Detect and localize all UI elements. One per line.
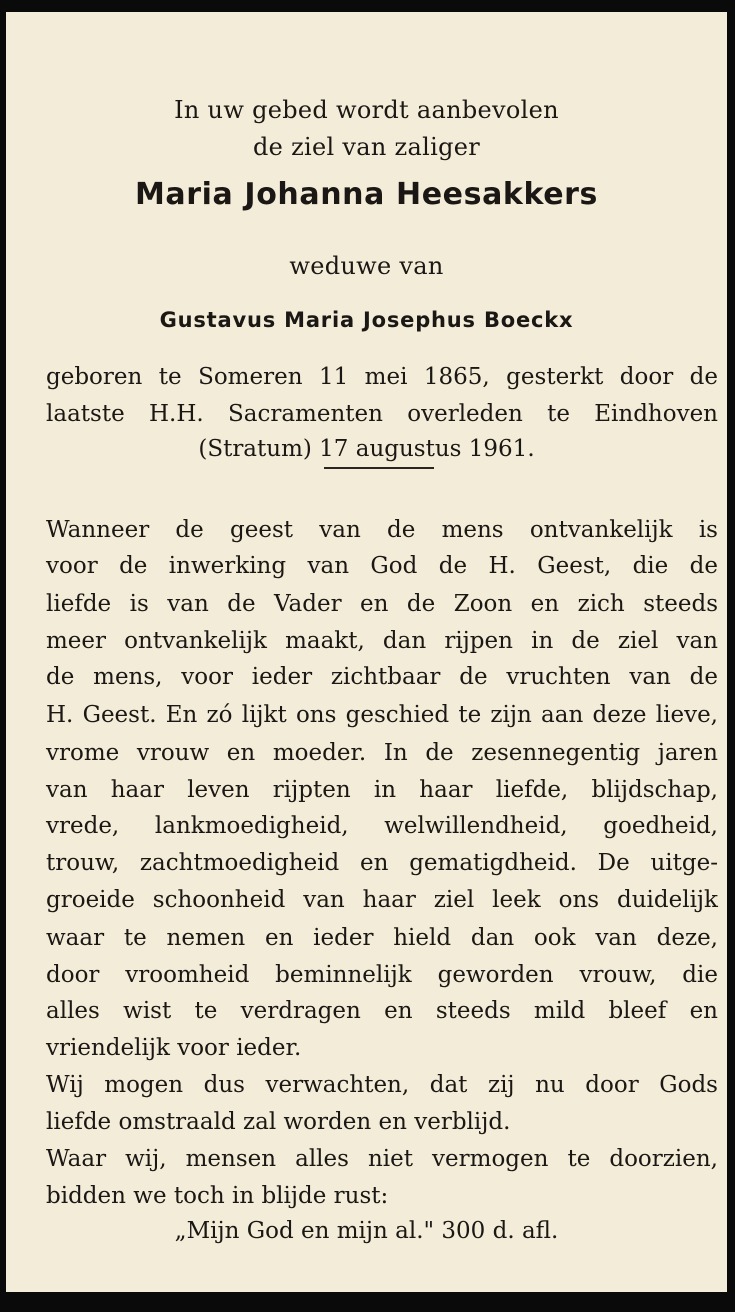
body-line-11: groeide schoonheid van haar ziel leek ons duidelijk [46,887,718,913]
intro-line-2: de ziel van zaliger [252,133,481,161]
body-line-18: Waar wij, mensen alles niet vermogen te doorzien, [46,1146,718,1172]
body-line-16: Wij mogen dus verwachten, dat zij nu door Gods [46,1072,718,1098]
prayer-card [6,12,727,1292]
biography-line-1: geboren te Someren 11 mei 1865, gesterkt door de [46,364,718,390]
body-line-9: vrede, lankmoedigheid, welwillendheid, goedheid, [46,813,718,839]
body-line-19: bidden we toch in blijde rust: [46,1183,389,1209]
biography-line-2: laatste H.H. Sacramenten overleden te Eindhoven [46,401,718,427]
body-line-4: meer ontvankelijk maakt, dan rijpen in de ziel van [46,628,718,654]
body-line-12: waar te nemen en ieder hield dan ook van deze, [46,925,718,951]
body-line-3: liefde is van de Vader en de Zoon en zich steeds [46,591,718,617]
deceased-name: Maria Johanna Heesakkers [134,177,599,212]
relation-text: weduwe van [289,252,444,280]
body-line-17: liefde omstraald zal worden en verblijd. [46,1109,511,1135]
body-line-7: vrome vrouw en moeder. In de zesennegentig jaren [46,740,718,766]
divider-rule [324,467,434,469]
body-line-13: door vroomheid beminnelijk geworden vrouw, die [46,962,718,988]
body-line-6: H. Geest. En zó lijkt ons geschied te zijn aan deze lieve, [46,702,718,728]
body-line-2: voor de inwerking van God de H. Geest, die de [46,553,718,579]
prayer-line: „Mijn God en mijn al." 300 d. afl. [174,1218,559,1244]
body-line-5: de mens, voor ieder zichtbaar de vruchten van de [46,664,718,690]
body-line-14: alles wist te verdragen en steeds mild bleef en [46,998,718,1024]
body-line-8: van haar leven rijpten in haar liefde, blijdschap, [46,777,718,803]
body-line-1: Wanneer de geest van de mens ontvankelijk is [46,517,718,543]
body-line-15: vriendelijk voor ieder. [46,1035,302,1061]
biography-line-3: (Stratum) 17 augustus 1961. [198,436,535,462]
intro-line-1: In uw gebed wordt aanbevolen [174,96,559,124]
body-line-10: trouw, zachtmoedigheid en gematigdheid. De uitge- [46,850,718,876]
spouse-name: Gustavus Maria Josephus Boeckx [159,308,574,332]
